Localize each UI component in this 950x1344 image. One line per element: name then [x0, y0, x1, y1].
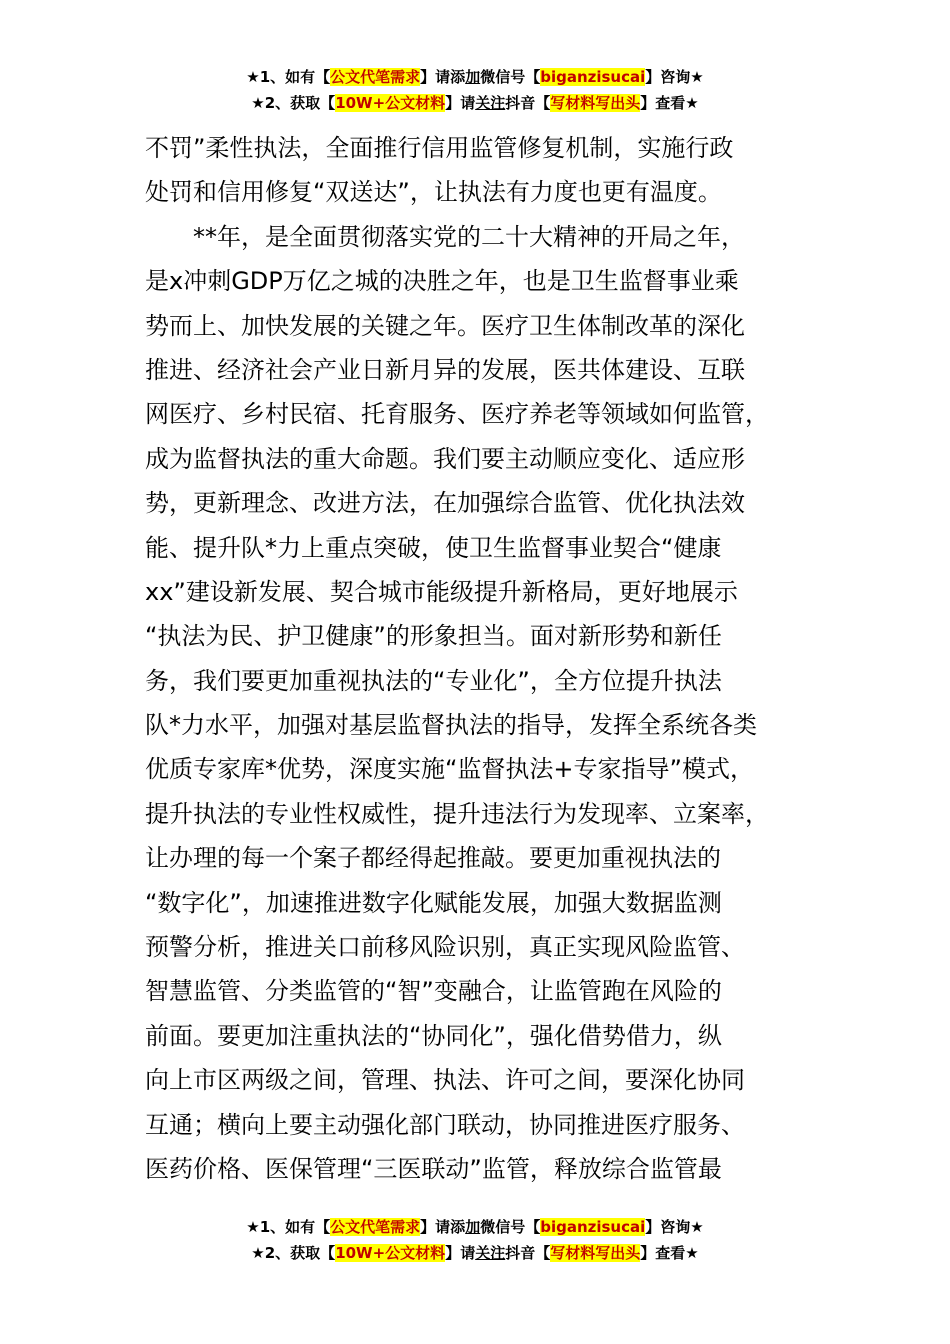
banner-douyin-id: 写材料写出头: [550, 94, 641, 112]
text-line: 前面。要更加注重执法的“协同化”，强化借势借力，纵: [145, 1021, 722, 1050]
text-line: 成为监督执法的重大命题。我们要主动顺应变化、适应形: [145, 444, 745, 473]
text-line: “执法为民、护卫健康”的形象担当。面对新形势和新任: [145, 622, 722, 651]
text-line: 不罚”柔性执法，全面推行信用监管修复机制，实施行政: [145, 134, 734, 162]
text-line: 推进、经济社会产业日新月异的发展，医共体建设、互联: [145, 355, 745, 384]
text-line: 势而上、加快发展的关键之年。医疗卫生体制改革的深化: [145, 311, 745, 340]
banner-highlight: 10W+公文材料: [335, 94, 446, 112]
text-line: 提升执法的专业性权威性，提升违法行为发现率、立案率，: [145, 799, 769, 828]
text-line: 务，我们要更加重视执法的“专业化”，全方位提升执法: [145, 666, 722, 695]
banner-line-2: ★2、获取【10W+公文材料】请关注抖音【写材料写出头】查看★: [251, 94, 699, 112]
text-line: xx”建设新发展、契合城市能级提升新格局，更好地展示: [145, 577, 738, 606]
text-line: 网医疗、乡村民宿、托育服务、医疗养老等领域如何监管，: [145, 400, 769, 429]
text-line: 能、提升队*力上重点突破，使卫生监督事业契合“健康: [145, 533, 722, 562]
text-line: 智慧监管、分类监管的“智”变融合，让监管跑在风险的: [145, 977, 722, 1006]
banner-highlight: 公文代笔需求: [330, 1218, 421, 1236]
banner-douyin-id: 写材料写出头: [550, 1244, 641, 1262]
text-line: 向上市区两级之间，管理、执法、许可之间，要深化协同: [145, 1066, 745, 1095]
text-line: 互通；横向上要主动强化部门联动，协同推进医疗服务、: [145, 1110, 745, 1139]
banner-line-1: ★1、如有【公文代笔需求】请添加微信号【biganzisucai】咨询★: [246, 1218, 704, 1236]
banner-wechat-id: biganzisucai: [540, 1218, 646, 1236]
text-line: 优质专家库*优势，深度实施“监督执法+专家指导”模式，: [145, 755, 754, 784]
text-line: 让办理的每一个案子都经得起推敲。要更加重视执法的: [145, 844, 721, 873]
document-body: [145, 126, 815, 1191]
text-line: 是x冲刺GDP万亿之城的决胜之年，也是卫生监督事业乘: [145, 267, 739, 296]
text-line: “数字化”，加速推进数字化赋能发展，加强大数据监测: [145, 888, 722, 917]
banner-highlight: 公文代笔需求: [330, 68, 421, 86]
text-line: 处罚和信用修复“双送达”，让执法有力度也更有温度。: [145, 178, 722, 207]
paragraph-start: **年，是全面贯彻落实党的二十大精神的开局之年，: [193, 222, 745, 251]
banner-highlight: 10W+公文材料: [335, 1244, 446, 1262]
banner-line-1: ★1、如有【公文代笔需求】请添加微信号【biganzisucai】咨询★: [246, 68, 704, 86]
banner-wechat-id: biganzisucai: [540, 68, 646, 86]
footer-banner: [0, 1214, 950, 1266]
text-line: 预警分析，推进关口前移风险识别，真正实现风险监管、: [145, 933, 745, 962]
header-banner: [0, 64, 950, 116]
text-line: 医药价格、医保管理“三医联动”监管，释放综合监管最: [145, 1154, 722, 1183]
text-line: 势，更新理念、改进方法，在加强综合监管、优化执法效: [145, 489, 745, 518]
banner-line-2: ★2、获取【10W+公文材料】请关注抖音【写材料写出头】查看★: [251, 1244, 699, 1262]
text-line: 队*力水平，加强对基层监督执法的指导，发挥全系统各类: [145, 711, 757, 740]
